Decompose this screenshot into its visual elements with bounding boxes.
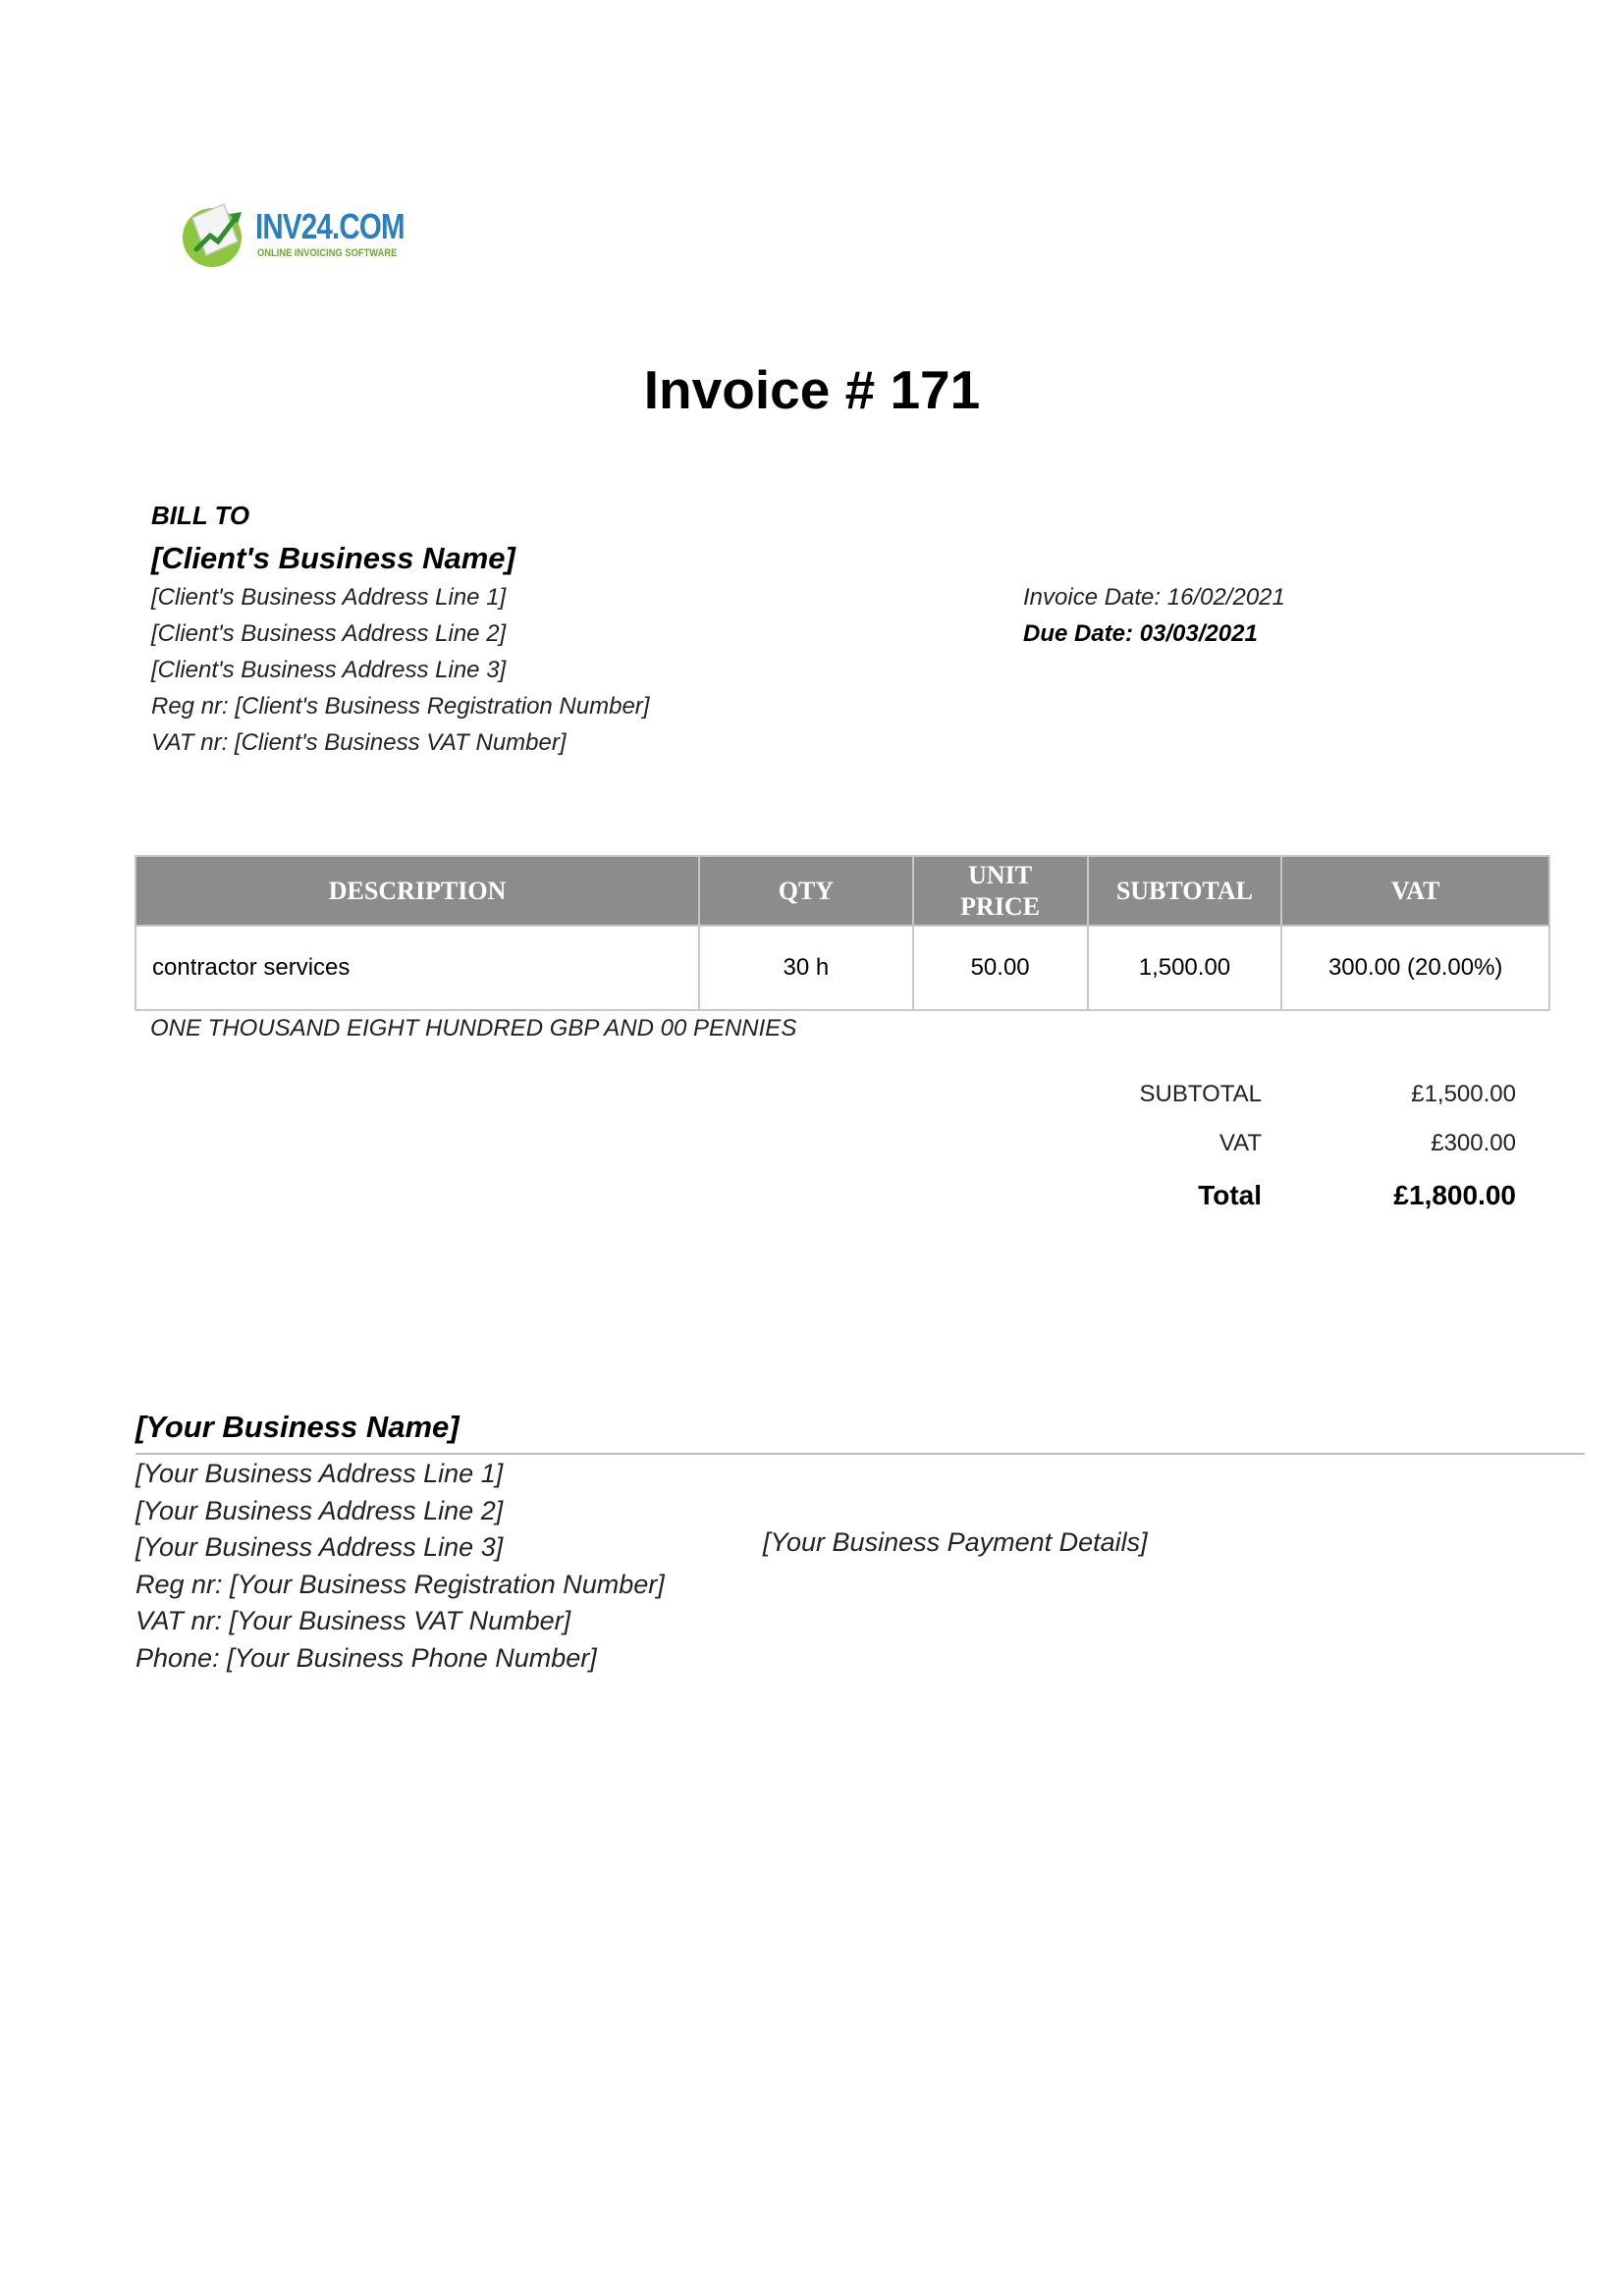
row-unit-price: 50.00 [913, 926, 1088, 1010]
row-description: contractor services [135, 926, 699, 1010]
footer-divider [135, 1453, 1585, 1455]
bill-to-label: BILL TO [151, 501, 250, 530]
invoice-date: Invoice Date: 16/02/2021 [1023, 584, 1285, 611]
header-subtotal: SUBTOTAL [1088, 856, 1282, 926]
line-items-table [135, 855, 1550, 1011]
logo-wordmark: INV24.COM [255, 206, 405, 246]
client-address-line-1: [Client's Business Address Line 1] [151, 584, 507, 611]
logo-tagline: ONLINE INVOICING SOFTWARE [257, 247, 398, 259]
totals-labels [1140, 1070, 1262, 1223]
header-vat: VAT [1281, 856, 1549, 926]
business-address-line-3: [Your Business Address Line 3] [135, 1532, 504, 1562]
totals-values [1393, 1070, 1516, 1223]
client-name: [Client's Business Name] [151, 541, 515, 575]
table-header-row [135, 856, 1549, 926]
table-row [135, 926, 1549, 1010]
header-qty: QTY [699, 856, 913, 926]
invoice-title: Invoice # 171 [643, 359, 981, 420]
business-address-line-1: [Your Business Address Line 1] [135, 1459, 504, 1488]
total-value: £1,800.00 [1393, 1180, 1516, 1210]
vat-value: £300.00 [1431, 1130, 1516, 1156]
client-address-line-2: [Client's Business Address Line 2] [151, 620, 507, 647]
header-unit-price-line-2: PRICE [960, 891, 1041, 921]
subtotal-label: SUBTOTAL [1139, 1081, 1262, 1107]
invoice-dates [1023, 579, 1285, 652]
client-address-line-3: [Client's Business Address Line 3] [151, 657, 507, 683]
amount-in-words: ONE THOUSAND EIGHT HUNDRED GBP AND 00 PENNIES [150, 1015, 797, 1041]
business-block [135, 1407, 665, 1677]
vat-label: VAT [1218, 1130, 1262, 1156]
business-address-line-2: [Your Business Address Line 2] [135, 1495, 504, 1525]
client-reg-number: Reg nr: [Client's Business Registration Number] [151, 693, 650, 720]
header-unit-price-line-1: UNIT [968, 860, 1033, 889]
business-vat-number: VAT nr: [Your Business VAT Number] [135, 1606, 571, 1635]
business-reg-number: Reg nr: [Your Business Registration Number] [135, 1569, 665, 1599]
row-qty: 30 h [699, 926, 913, 1010]
due-date: Due Date: 03/03/2021 [1023, 620, 1258, 647]
bill-to-block [151, 499, 649, 761]
client-vat-number: VAT nr: [Client's Business VAT Number] [151, 729, 567, 756]
business-phone: Phone: [Your Business Phone Number] [135, 1642, 597, 1673]
subtotal-value: £1,500.00 [1411, 1081, 1516, 1107]
business-name: [Your Business Name] [135, 1410, 460, 1444]
row-subtotal: 1,500.00 [1088, 926, 1282, 1010]
logo-badge-icon [179, 198, 251, 271]
payment-details: [Your Business Payment Details] [763, 1527, 1148, 1557]
header-description: DESCRIPTION [135, 856, 699, 926]
row-vat: 300.00 (20.00%) [1281, 926, 1549, 1010]
header-unit-price [913, 856, 1088, 926]
company-logo [179, 196, 414, 275]
total-label: Total [1198, 1180, 1262, 1210]
